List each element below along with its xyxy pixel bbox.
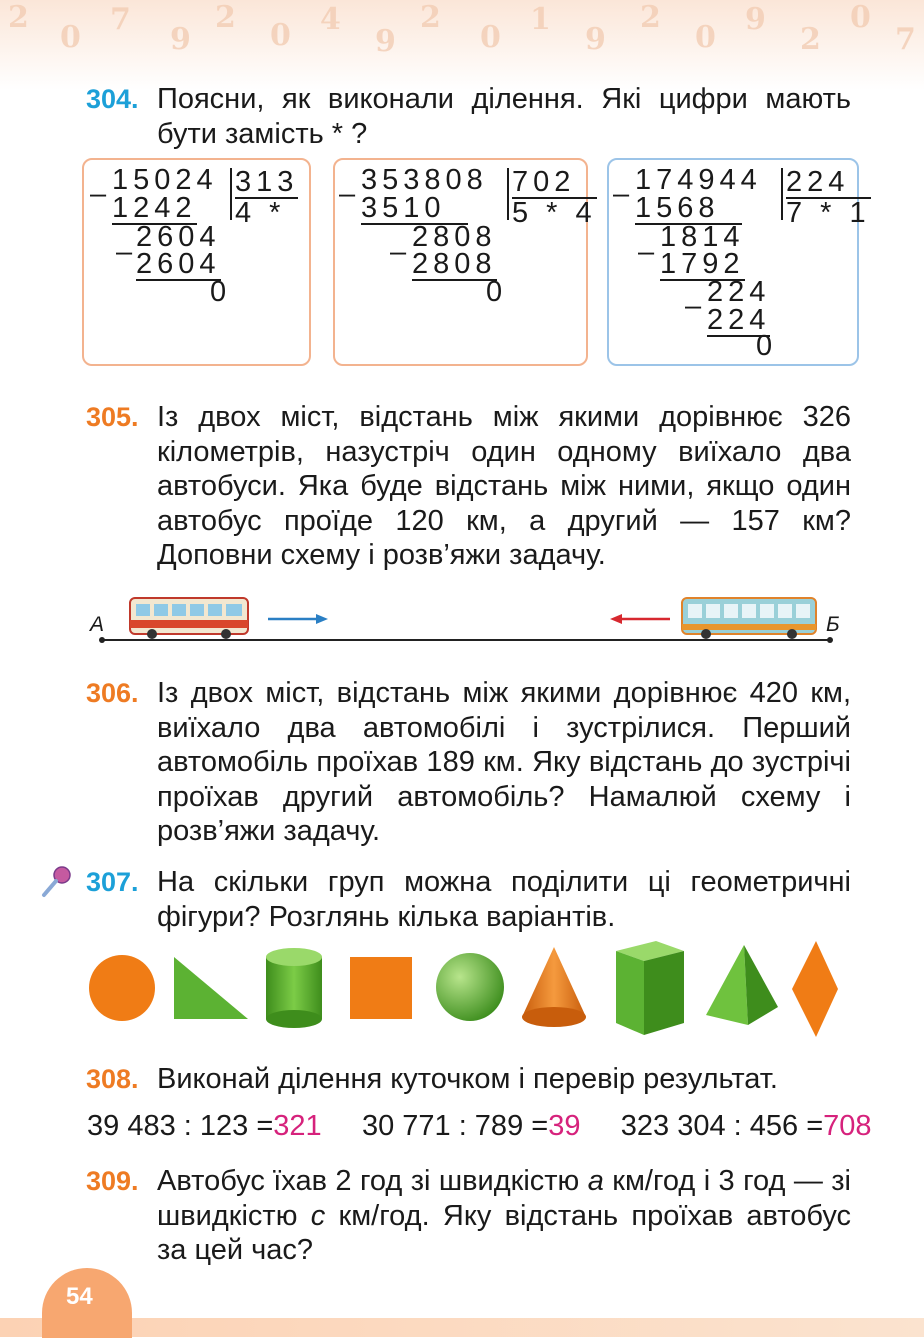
divisor: 224 bbox=[786, 168, 871, 199]
equation-answer: 708 bbox=[823, 1110, 872, 1142]
page-number: 54 bbox=[66, 1283, 93, 1310]
footer-decoration bbox=[0, 1318, 924, 1337]
final-remainder: 0 bbox=[486, 276, 508, 308]
task-text-308: Виконай ділення куточком і перевір результат. bbox=[157, 1063, 778, 1095]
label-b: Б bbox=[826, 613, 840, 636]
divisor: 702 bbox=[512, 168, 597, 199]
final-remainder: 0 bbox=[756, 330, 778, 362]
arrow-left-icon bbox=[610, 614, 670, 624]
route-scheme bbox=[80, 590, 850, 650]
header-decoration: 2 0 7 9 2 0 4 9 2 0 1 9 2 0 9 2 0 7 bbox=[0, 0, 924, 90]
subtrahend: 1792 bbox=[660, 248, 745, 280]
subtrahend: 1568 bbox=[635, 194, 742, 225]
task-number-308: 308. bbox=[86, 1064, 139, 1094]
quotient: 5 * 4 bbox=[512, 197, 597, 229]
task-number-309: 309. bbox=[86, 1166, 139, 1196]
circle-shape bbox=[89, 955, 155, 1021]
remainder: 2604 bbox=[136, 221, 221, 253]
pyramid-shape bbox=[706, 945, 778, 1025]
arrow-right-icon bbox=[268, 614, 328, 624]
dividend: 15024 bbox=[112, 164, 218, 196]
quotient: 7 * 1 bbox=[786, 197, 871, 229]
cone-shape bbox=[522, 947, 586, 1027]
point-b bbox=[827, 637, 833, 643]
quotient: 4 * bbox=[235, 197, 286, 229]
task-number-307: 307. bbox=[86, 867, 139, 897]
task-text-306: Із двох міст, відстань між якими дорівнює 420 км, виїхало два автомобілі і зустрілися. Перший автомобіль проїхав 189 км. Яку відстань до зустрічі проїхав другий автомобіль? Намалюй схему і розв’яжи задачу. bbox=[157, 677, 851, 847]
remainder: 1814 bbox=[660, 221, 745, 253]
shapes-row bbox=[84, 935, 844, 1045]
remainder: 224 bbox=[707, 276, 771, 308]
subtrahend: 2604 bbox=[136, 248, 221, 280]
point-a bbox=[99, 637, 105, 643]
equation-answer: 39 bbox=[548, 1110, 581, 1142]
task-text-309: Автобус їхав 2 год зі швидкістю a км/год і 3 год — зі швидкістю c км/год. Яку відстань проїхав автобус за цей час? bbox=[157, 1165, 851, 1266]
dividend: 174944 bbox=[635, 164, 762, 196]
subtrahend: 3510 bbox=[361, 194, 468, 225]
task-text-307: На скільки груп можна поділити ці геометричні фігури? Розглянь кілька варіантів. bbox=[157, 866, 851, 933]
task-number-304: 304. bbox=[86, 84, 139, 114]
bus-left-icon bbox=[130, 598, 248, 639]
triangle-shape bbox=[174, 957, 248, 1019]
final-remainder: 0 bbox=[210, 276, 232, 308]
bus-right-icon bbox=[682, 598, 816, 639]
square-shape bbox=[350, 957, 412, 1019]
label-a: А bbox=[90, 613, 105, 636]
equation-expr: 39 483 : 123 = bbox=[87, 1110, 274, 1142]
task-text-305: Із двох міст, відстань між якими дорівнює 326 кілометрів, назустріч один одному виїхало два автобуси. Яка буде відстань між ними, якщо один автобус проїде 120 км, а другий — 157 км? Доповни схему і розв’яжи задачу. bbox=[157, 401, 851, 571]
remainder: 2808 bbox=[412, 221, 497, 253]
rhombus-shape bbox=[792, 941, 838, 1037]
equation-expr: 30 771 : 789 = bbox=[361, 1110, 549, 1142]
task-number-306: 306. bbox=[86, 678, 139, 708]
equations-row bbox=[87, 1110, 872, 1143]
subtrahend: 224 bbox=[707, 304, 771, 336]
equation-expr: 323 304 : 456 = bbox=[620, 1110, 824, 1142]
prism-shape bbox=[616, 941, 684, 1035]
subtrahend: 2808 bbox=[412, 248, 497, 280]
cylinder-shape bbox=[266, 948, 322, 1028]
subtrahend: 1242 bbox=[112, 192, 197, 224]
dividend: 353808 bbox=[361, 164, 488, 196]
task-text-304: Поясни, як виконали ділення. Які цифри мають бути замість * ? bbox=[157, 83, 851, 150]
sphere-shape bbox=[436, 953, 504, 1021]
equation-answer: 321 bbox=[273, 1110, 322, 1142]
task-number-305: 305. bbox=[86, 402, 139, 432]
microphone-icon bbox=[38, 864, 74, 900]
divisor: 313 bbox=[235, 166, 299, 198]
